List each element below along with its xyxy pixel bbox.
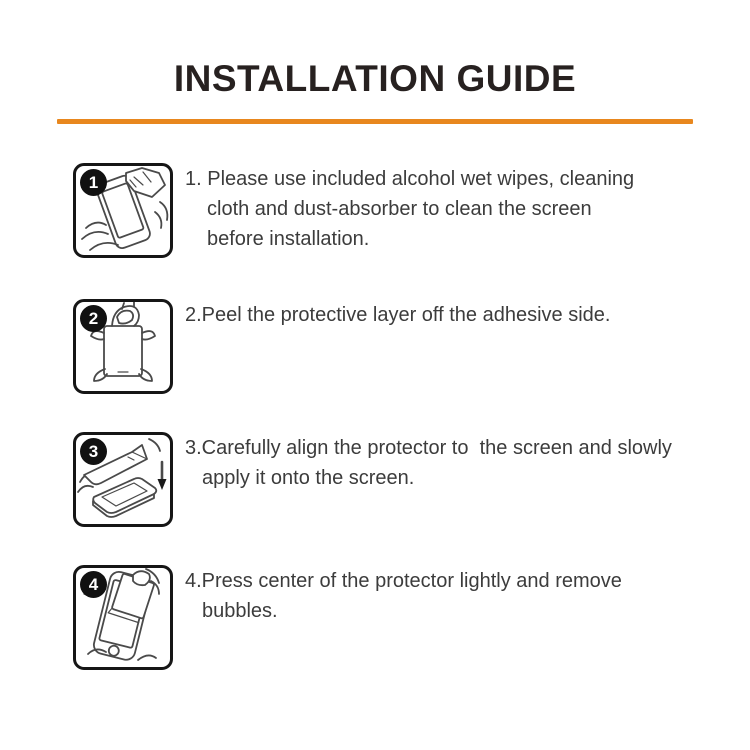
- step-1-line-3: before installation.: [207, 228, 370, 250]
- step-1-text: [185, 164, 634, 254]
- step-4-line-1: 4.Press center of the protector lightly and remove: [185, 570, 622, 592]
- step-4-badge: 4: [80, 571, 107, 598]
- step-2-text: [185, 300, 610, 330]
- page-title: INSTALLATION GUIDE: [173, 58, 577, 99]
- step-3-line-1: 3.Carefully align the protector to the screen and slowly: [185, 437, 672, 459]
- step-4-figure: [73, 565, 173, 670]
- step-3-badge: 3: [80, 438, 107, 465]
- step-1-line-1: 1. Please use included alcohol wet wipes, cleaning: [185, 168, 635, 190]
- step-3-line-2: apply it onto the screen.: [202, 467, 415, 489]
- step-1-badge: 1: [80, 169, 107, 196]
- step-4-line-2: bubbles.: [202, 600, 278, 622]
- step-2-figure: [73, 299, 173, 394]
- title-divider: [57, 119, 693, 124]
- step-2-line-1: 2.Peel the protective layer off the adhesive side.: [185, 304, 611, 326]
- step-3-figure: [73, 432, 173, 527]
- step-4-text: [185, 566, 622, 626]
- step-1-line-2: cloth and dust-absorber to clean the screen: [207, 198, 592, 220]
- step-2-badge: 2: [80, 305, 107, 332]
- step-3-text: [185, 433, 672, 493]
- step-1-figure: [73, 163, 173, 258]
